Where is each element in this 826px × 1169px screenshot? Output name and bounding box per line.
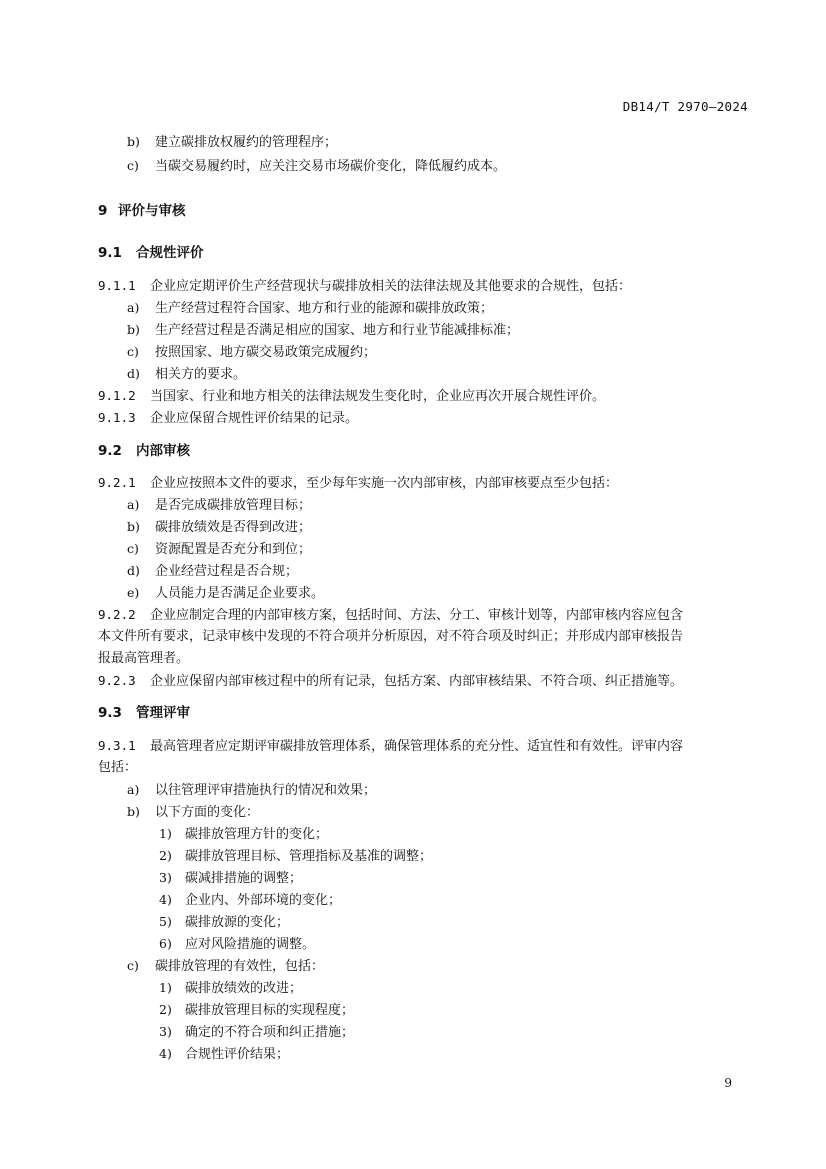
clause-text: 当国家、行业和地方相关的法律法规发生变化时，企业应再次开展合规性评价。 — [150, 389, 606, 404]
section-heading-9 — [98, 203, 186, 219]
sub-list-item — [159, 980, 302, 997]
sub-list-item — [159, 848, 432, 865]
list-text: 当碳交易履约时，应关注交易市场碳价变化，降低履约成本。 — [155, 159, 507, 174]
list-label: 2) — [159, 1002, 172, 1017]
list-label: 3) — [159, 870, 172, 885]
clause-text: 企业应保留合规性评价结果的记录。 — [150, 411, 359, 426]
clause-text: 企业应制定合理的内部审核方案，包括时间、方法、分工、审核计划等，内部审核内容应包含 — [150, 608, 684, 623]
clause-number: 9.1.1 — [98, 278, 136, 293]
list-item — [127, 804, 259, 821]
list-label: c) — [127, 158, 139, 173]
clause-number: 9.1.2 — [98, 388, 136, 403]
section-title: 内部审核 — [136, 443, 190, 459]
section-title: 管理评审 — [136, 705, 190, 721]
list-label: a) — [127, 497, 140, 512]
section-title: 合规性评价 — [136, 245, 204, 261]
list-label: 4) — [159, 1046, 172, 1061]
list-text: 碳排放绩效是否得到改进； — [155, 520, 312, 535]
clause-9-1-3 — [98, 410, 358, 427]
list-label: b) — [127, 804, 140, 819]
clause-text-continued: 包括： — [98, 760, 138, 775]
list-label: b) — [127, 519, 140, 534]
list-text: 以往管理评审措施执行的情况和效果； — [155, 783, 377, 798]
list-label: a) — [127, 782, 140, 797]
list-text: 碳排放管理目标、管理指标及基准的调整； — [185, 849, 433, 864]
list-label: c) — [127, 344, 139, 359]
list-text: 碳排放管理方针的变化； — [185, 827, 329, 842]
sub-list-item — [159, 892, 341, 909]
clause-9-3-1 — [98, 738, 683, 755]
list-text: 合规性评价结果； — [185, 1047, 290, 1062]
list-item — [127, 344, 376, 361]
section-heading-9-2 — [98, 443, 190, 459]
list-text: 应对风险措施的调整。 — [185, 937, 316, 952]
list-item — [127, 958, 324, 975]
section-title: 评价与审核 — [118, 203, 186, 219]
list-item — [127, 300, 493, 317]
list-label: 4) — [159, 892, 172, 907]
list-label: d) — [127, 563, 140, 578]
list-label: c) — [127, 541, 139, 556]
clause-text: 企业应保留内部审核过程中的所有记录，包括方案、内部审核结果、不符合项、纠正措施等。 — [150, 674, 684, 689]
clause-9-2-2 — [98, 607, 683, 624]
list-label: 3) — [159, 1024, 172, 1039]
list-text: 按照国家、地方碳交易政策完成履约； — [155, 345, 377, 360]
clause-number: 9.2.2 — [98, 607, 136, 622]
clause-number: 9.3.1 — [98, 738, 136, 753]
list-text: 碳排放管理的有效性，包括： — [155, 959, 325, 974]
list-label: d) — [127, 366, 140, 381]
section-heading-9-1 — [98, 245, 204, 261]
list-text: 企业经营过程是否合规； — [155, 564, 299, 579]
clause-number: 9.1.3 — [98, 410, 136, 425]
list-label: e) — [127, 585, 140, 600]
list-item — [127, 541, 311, 558]
list-item — [127, 158, 506, 175]
clause-9-1-1 — [98, 278, 631, 295]
list-text: 碳排放源的变化； — [185, 915, 290, 930]
clause-text: 企业应按照本文件的要求，至少每年实施一次内部审核，内部审核要点至少包括： — [150, 476, 619, 491]
list-text: 生产经营过程符合国家、地方和行业的能源和碳排放政策； — [155, 301, 494, 316]
section-number: 9 — [98, 203, 108, 219]
list-text: 相关方的要求。 — [155, 367, 247, 382]
sub-list-item — [159, 1046, 289, 1063]
list-label: b) — [127, 322, 140, 337]
list-text: 企业内、外部环境的变化； — [185, 893, 342, 908]
section-heading-9-3 — [98, 705, 190, 721]
list-item — [127, 322, 519, 339]
clause-text-continued: 本文件所有要求，记录审核中发现的不符合项并分析原因，对不符合项及时纠正；并形成内部审核报告 — [98, 629, 684, 644]
list-text: 人员能力是否满足企业要求。 — [155, 586, 325, 601]
clause-9-2-1 — [98, 475, 618, 492]
sub-list-item — [159, 1002, 354, 1019]
list-text: 资源配置是否充分和到位； — [155, 542, 312, 557]
list-item — [127, 497, 311, 514]
list-item — [127, 585, 324, 602]
page-number: 9 — [724, 1076, 732, 1090]
clause-text: 最高管理者应定期评审碳排放管理体系，确保管理体系的充分性、适宜性和有效性。评审内容 — [150, 739, 684, 754]
list-text: 生产经营过程是否满足相应的国家、地方和行业节能减排标准； — [155, 323, 520, 338]
clause-9-2-3 — [98, 673, 683, 690]
list-item — [127, 782, 376, 799]
list-item — [127, 366, 246, 383]
list-text: 碳减排措施的调整； — [185, 871, 303, 886]
list-label: 2) — [159, 848, 172, 863]
clause-number: 9.2.1 — [98, 475, 136, 490]
list-label: 5) — [159, 914, 172, 929]
list-text: 碳排放管理目标的实现程度； — [185, 1003, 355, 1018]
list-item — [127, 563, 298, 580]
list-text: 建立碳排放权履约的管理程序； — [155, 135, 338, 150]
clause-text-continued: 报最高管理者。 — [98, 651, 190, 666]
section-number: 9.2 — [98, 443, 122, 459]
clause-9-1-2 — [98, 388, 605, 405]
list-text: 以下方面的变化： — [155, 805, 260, 820]
sub-list-item — [159, 870, 302, 887]
list-item — [127, 519, 311, 536]
sub-list-item — [159, 914, 289, 931]
list-label: c) — [127, 958, 139, 973]
list-text: 是否完成碳排放管理目标； — [155, 498, 312, 513]
doc-code: DB14/T 2970—2024 — [622, 99, 748, 114]
list-text: 碳排放绩效的改进； — [185, 981, 303, 996]
list-text: 确定的不符合项和纠正措施； — [185, 1025, 355, 1040]
list-item — [127, 134, 337, 151]
clause-number: 9.2.3 — [98, 673, 136, 688]
sub-list-item — [159, 936, 315, 953]
sub-list-item — [159, 826, 328, 843]
sub-list-item — [159, 1024, 354, 1041]
list-label: 1) — [159, 826, 172, 841]
list-label: a) — [127, 300, 140, 315]
list-label: 1) — [159, 980, 172, 995]
section-number: 9.3 — [98, 705, 122, 721]
section-number: 9.1 — [98, 245, 122, 261]
list-label: b) — [127, 134, 140, 149]
list-label: 6) — [159, 936, 172, 951]
clause-text: 企业应定期评价生产经营现状与碳排放相关的法律法规及其他要求的合规性，包括： — [150, 279, 632, 294]
